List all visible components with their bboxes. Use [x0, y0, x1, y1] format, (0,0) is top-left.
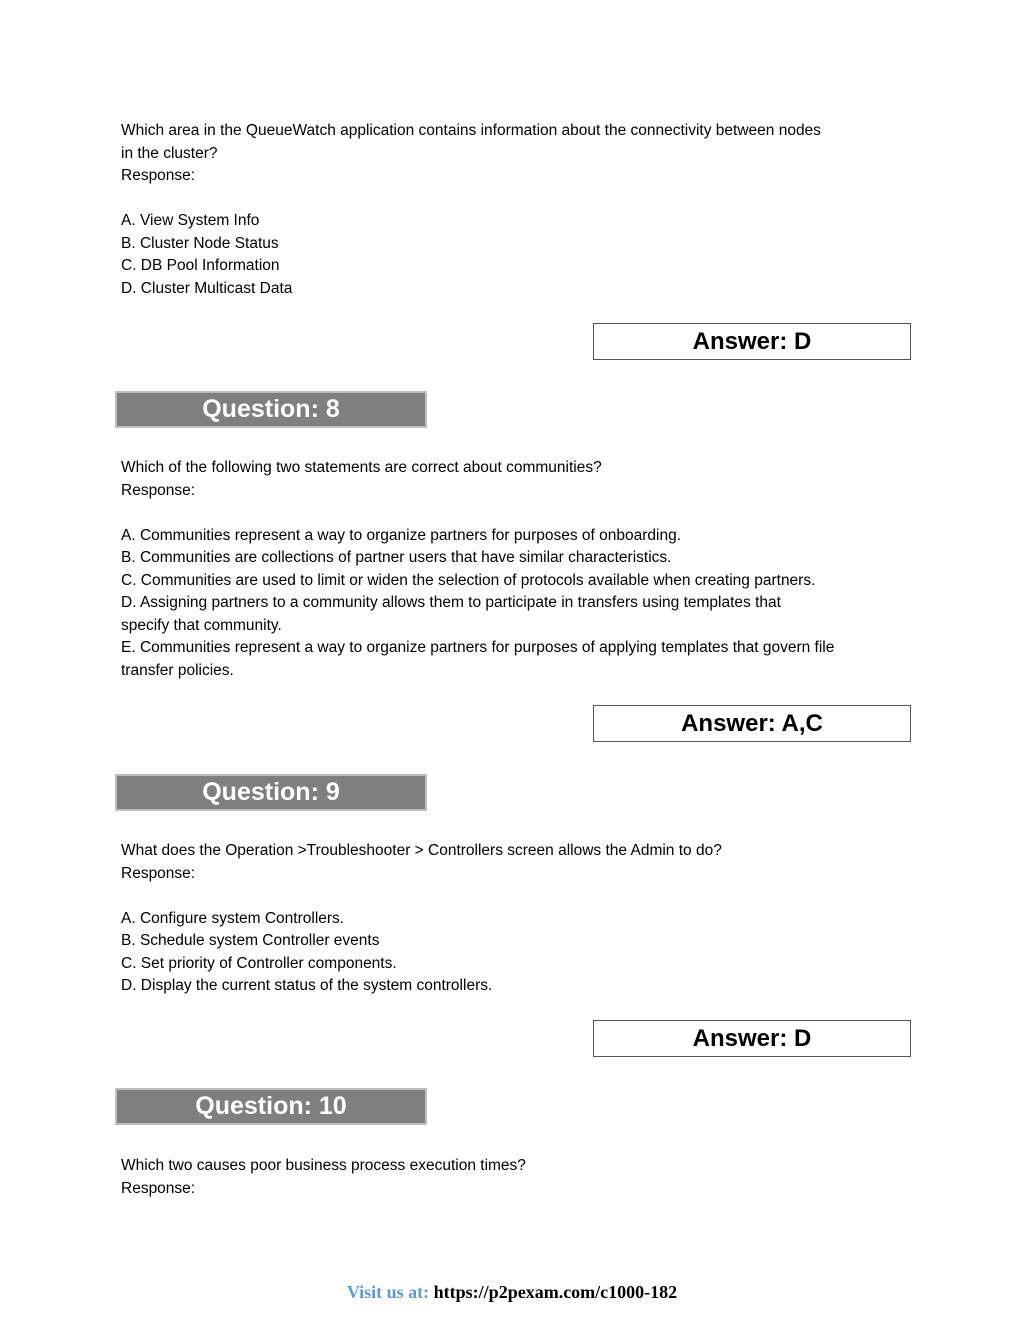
question-text-line: Which two causes poor business process execution times? [121, 1157, 526, 1174]
option-c: C. Set priority of Controller components. [121, 954, 397, 972]
question-8-text [121, 457, 911, 682]
footer-link[interactable]: https://p2pexam.com/c1000-182 [433, 1282, 678, 1302]
answer-box-q9: Answer: D [593, 1020, 911, 1057]
footer [0, 1282, 1024, 1303]
response-label: Response: [121, 1179, 196, 1197]
option-d: D. Assigning partners to a community allows them to participate in transfers using templates that [121, 594, 781, 611]
option-a: A. View System Info [121, 212, 260, 229]
question-text-line: in the cluster? [121, 144, 218, 162]
question-7-text [121, 120, 911, 300]
question-text-line: Which area in the QueueWatch application contains information about the connectivity between nodes [121, 122, 821, 139]
option-b: B. Communities are collections of partner users that have similar characteristics. [121, 549, 672, 566]
option-b: B. Schedule system Controller events [121, 932, 380, 949]
question-10-heading: Question: 10 [115, 1088, 427, 1125]
question-text-line: Which of the following two statements are correct about communities? [121, 459, 602, 476]
option-d: D. Display the current status of the system controllers. [121, 977, 493, 994]
response-label: Response: [121, 167, 196, 184]
question-9-text [121, 840, 911, 998]
option-d: D. Cluster Multicast Data [121, 279, 293, 297]
answer-box-q7: Answer: D [593, 323, 911, 360]
response-label: Response: [121, 864, 196, 882]
question-8-heading: Question: 8 [115, 391, 427, 428]
answer-box-q8: Answer: A,C [593, 705, 911, 742]
footer-label: Visit us at: [346, 1282, 430, 1302]
option-b: B. Cluster Node Status [121, 234, 279, 252]
option-e-cont: transfer policies. [121, 661, 234, 679]
option-a: A. Communities represent a way to organize partners for purposes of onboarding. [121, 526, 682, 544]
response-label: Response: [121, 481, 196, 499]
option-c: C. Communities are used to limit or widen the selection of protocols available when creating partners. [121, 571, 816, 589]
question-10-text [121, 1155, 911, 1200]
question-text-line: What does the Operation >Troubleshooter > Controllers screen allows the Admin to do? [121, 842, 722, 859]
question-9-heading: Question: 9 [115, 774, 427, 811]
option-a: A. Configure system Controllers. [121, 909, 345, 927]
option-e: E. Communities represent a way to organize partners for purposes of applying templates that govern file [121, 639, 835, 656]
option-d-cont: specify that community. [121, 616, 282, 634]
option-c: C. DB Pool Information [121, 257, 280, 274]
